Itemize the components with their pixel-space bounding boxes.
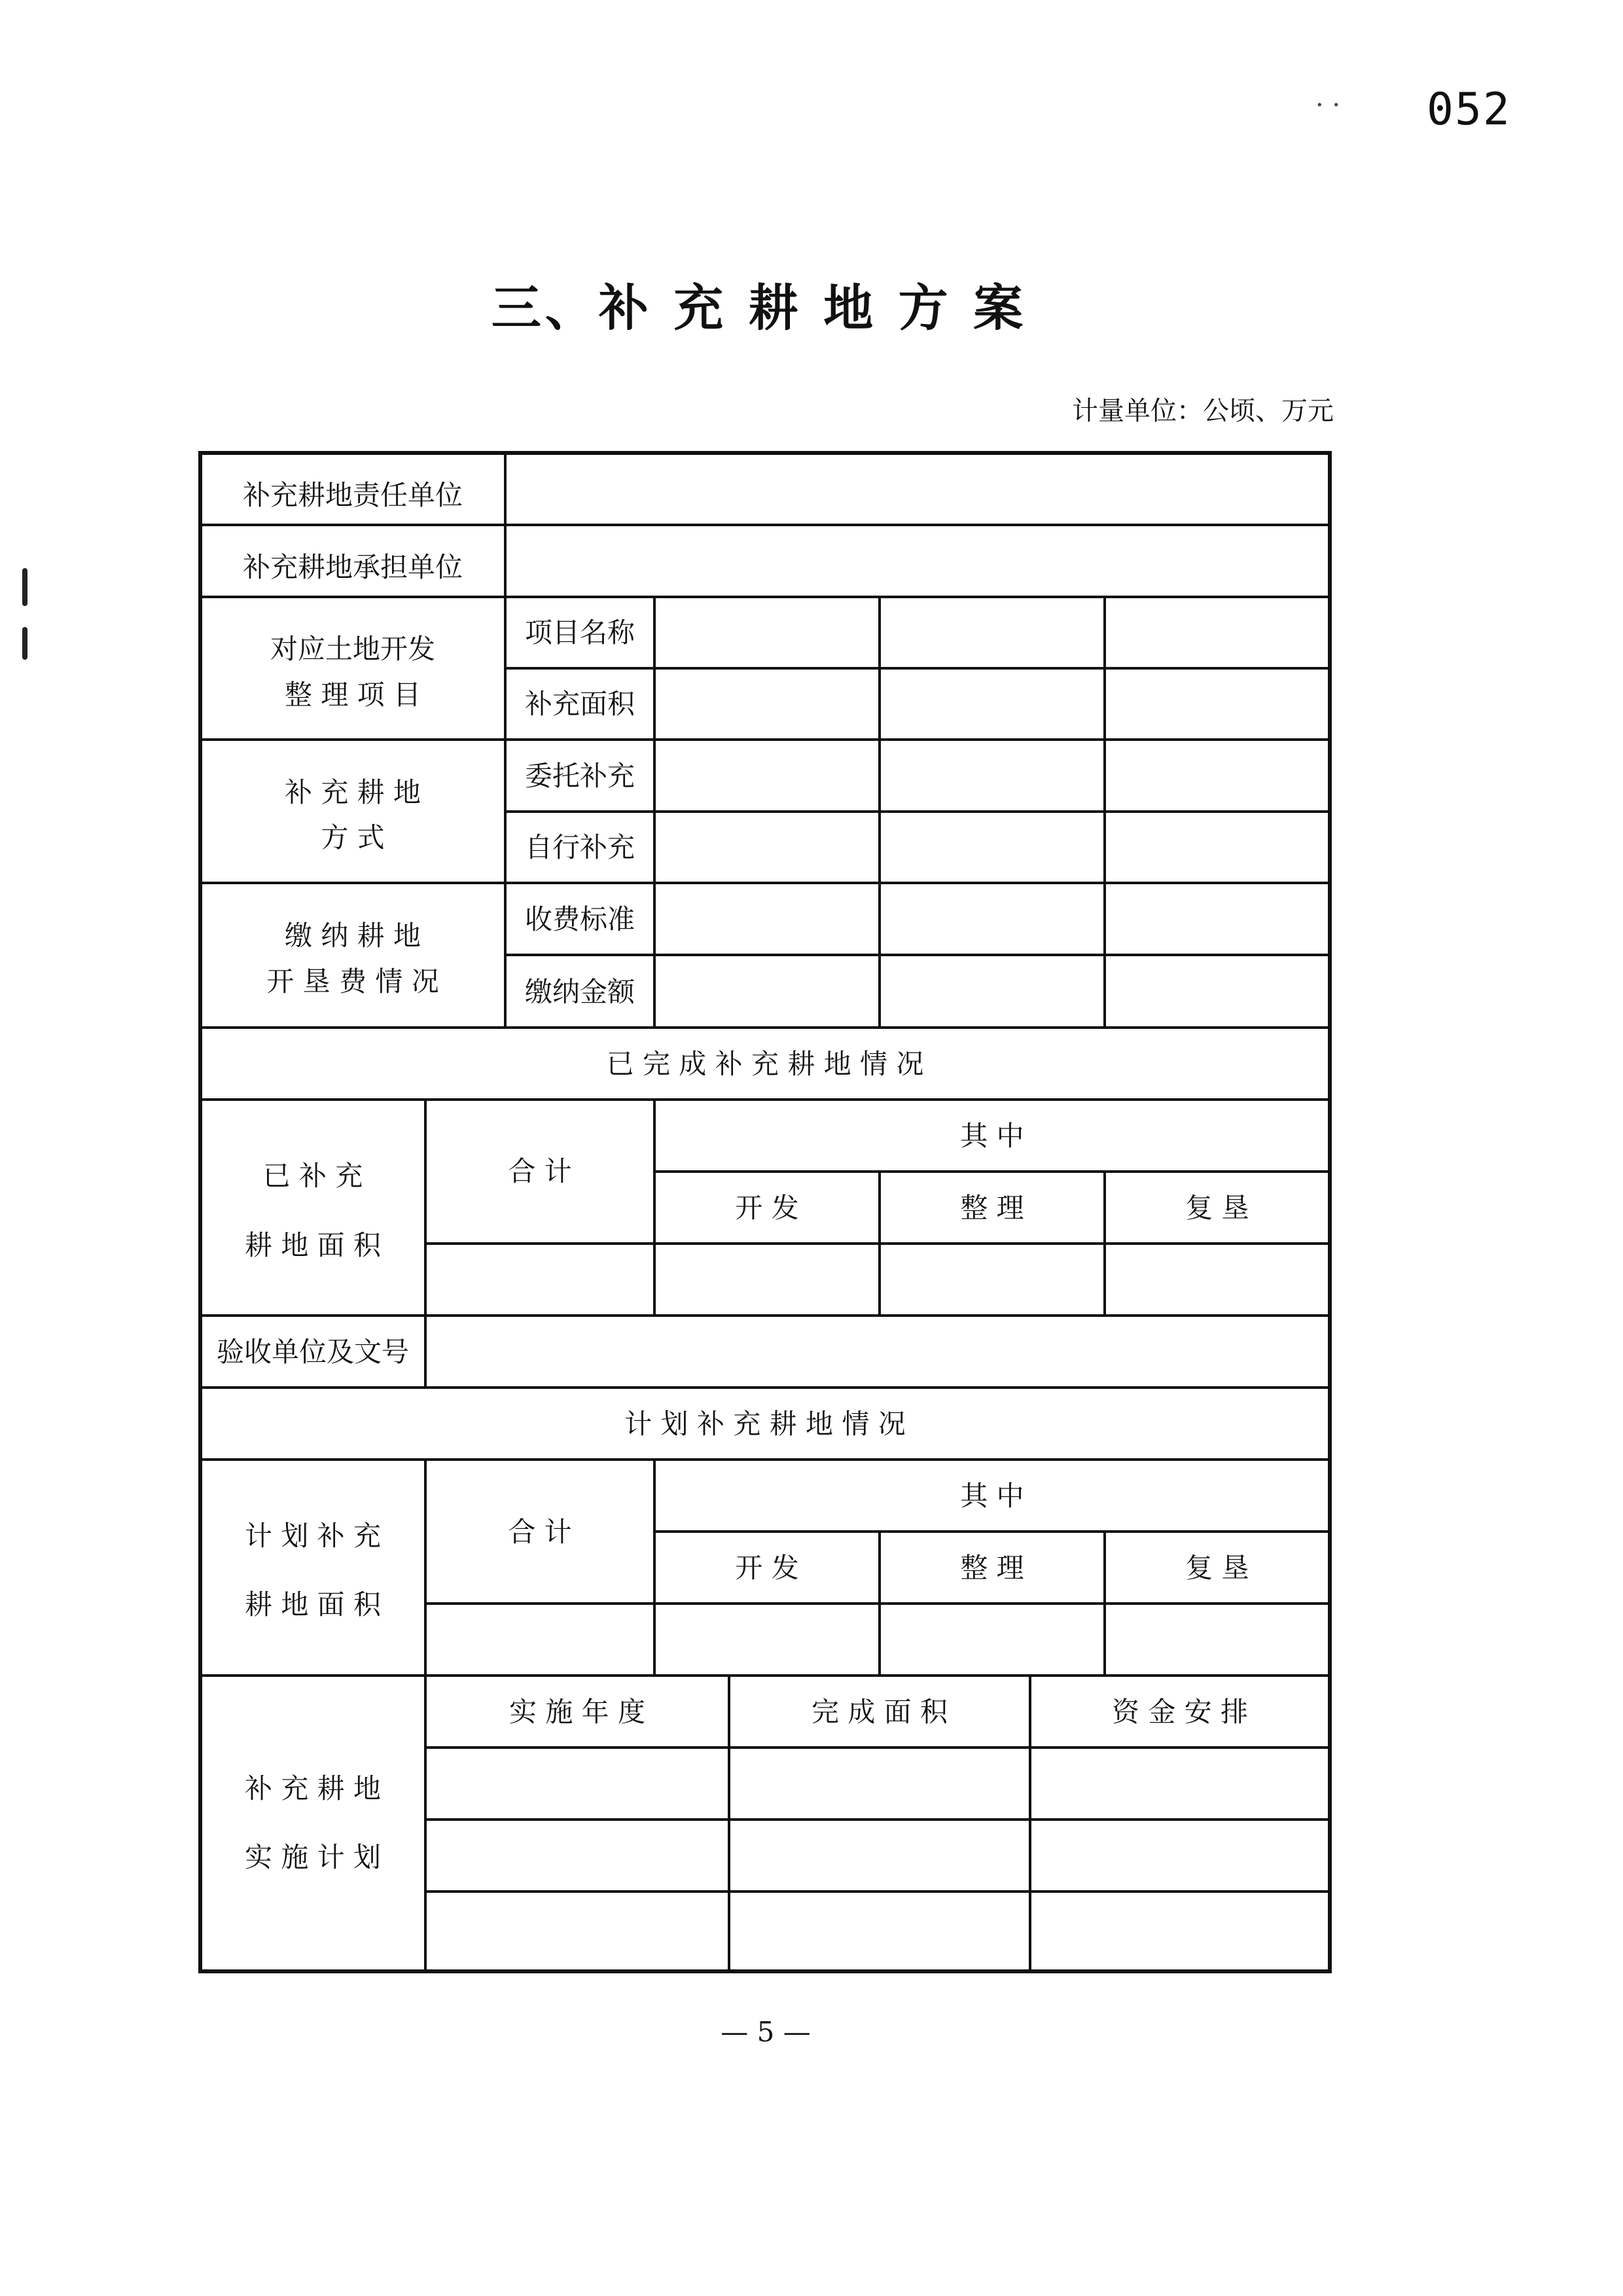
completed-section-header: 已 完 成 补 充 耕 地 情 况 (606, 1048, 924, 1080)
method-label-line1: 补 充 耕 地 (284, 776, 421, 808)
fee-amount-label: 缴纳金额 (524, 976, 635, 1008)
planned-develop-label: 开 发 (735, 1552, 799, 1584)
supplement-area-label: 补充面积 (524, 688, 635, 720)
completed-develop-label: 开 发 (735, 1192, 799, 1224)
planned-total-label: 合 计 (508, 1516, 572, 1548)
self-supplement-label: 自行补充 (524, 831, 635, 863)
planned-consolidate-label: 整 理 (960, 1552, 1024, 1584)
planned-label-line1: 计 划 补 充 (244, 1520, 382, 1552)
undertaking-unit-label: 补充耕地承担单位 (242, 551, 463, 583)
planned-reclaim-label: 复 垦 (1185, 1552, 1249, 1584)
completed-consolidate-label: 整 理 (960, 1192, 1024, 1224)
fee-label-line1: 缴 纳 耕 地 (284, 920, 421, 952)
project-name-label: 项目名称 (524, 617, 635, 649)
planned-section-header: 计 划 补 充 耕 地 情 况 (624, 1408, 906, 1440)
top-dots: · · (1315, 90, 1341, 120)
implementation-area-header: 完 成 面 积 (811, 1696, 948, 1728)
completed-total-label: 合 计 (508, 1155, 572, 1187)
implementation-label-line1: 补 充 耕 地 (244, 1772, 382, 1804)
fee-standard-label: 收费标准 (524, 903, 635, 935)
planned-of-which-label: 其 中 (960, 1480, 1024, 1512)
method-label-line2: 方 式 (321, 821, 385, 853)
unit-note: 计量单位：公顷、万元 (1072, 396, 1334, 426)
completed-label-line2: 耕 地 面 积 (244, 1229, 382, 1261)
implementation-year-header: 实 施 年 度 (508, 1696, 646, 1728)
land-project-label-line1: 对应土地开发 (270, 633, 436, 665)
planned-label-line2: 耕 地 面 积 (244, 1588, 382, 1621)
implementation-label-line2: 实 施 计 划 (244, 1841, 382, 1873)
land-project-label-line2: 整 理 项 目 (284, 679, 421, 711)
responsible-unit-label: 补充耕地责任单位 (242, 479, 463, 511)
implementation-funds-header: 资 金 安 排 (1111, 1696, 1249, 1728)
page-footer: — 5 — (721, 2016, 811, 2048)
completed-label-line1: 已 补 充 (262, 1160, 363, 1192)
page-number: 052 (1427, 84, 1511, 135)
entrusted-label: 委托补充 (524, 760, 635, 792)
acceptance-label: 验收单位及文号 (216, 1336, 410, 1368)
page-title: 三、补 充 耕 地 方 案 (491, 279, 1027, 337)
fee-label-line2: 开 垦 费 情 况 (266, 965, 439, 997)
completed-of-which-label: 其 中 (960, 1120, 1024, 1152)
completed-reclaim-label: 复 垦 (1185, 1192, 1249, 1224)
